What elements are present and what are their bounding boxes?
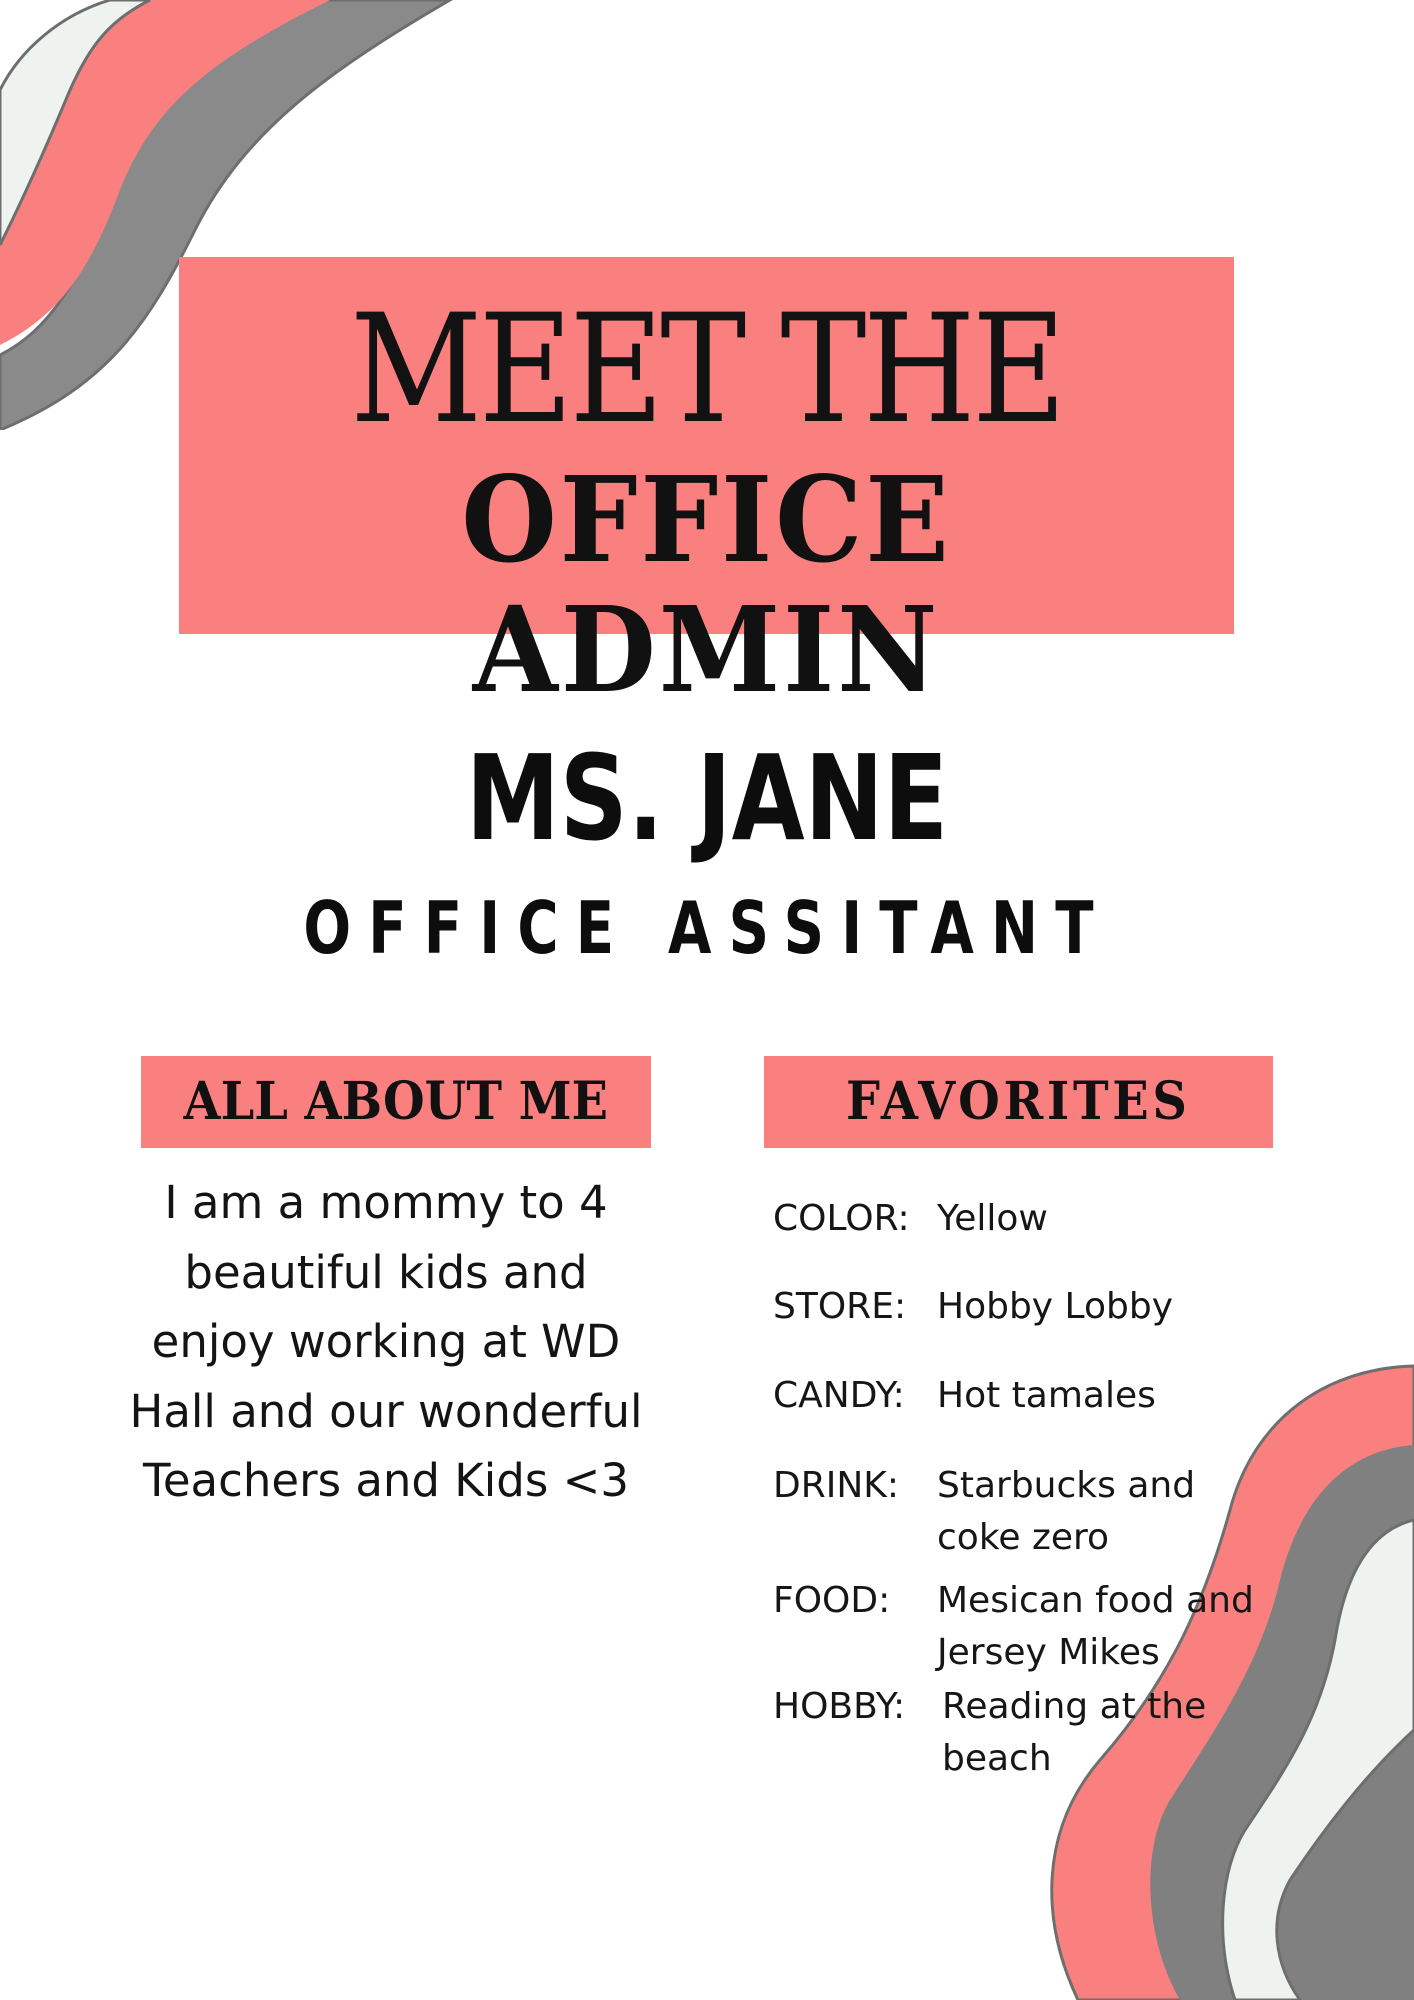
favorites-label-text: FAVORITES — [846, 1071, 1191, 1132]
about-me-text: I am a mommy to 4 beautiful kids and enjoy working at WD Hall and our wonderful Teachers and Kids <3 — [129, 1176, 643, 1507]
title-line-office-admin: OFFICE ADMIN — [461, 450, 952, 719]
person-name: MS. JANE — [465, 729, 949, 867]
favorite-value: Starbucks and coke zero — [937, 1465, 1196, 1558]
favorite-key: COLOR: — [773, 1198, 910, 1239]
title-line-meet-the: MEET THE — [350, 283, 1063, 457]
favorite-value: Hot tamales — [937, 1375, 1156, 1416]
favorite-value: Mesican food and Jersey Mikes — [937, 1580, 1254, 1673]
favorite-key: FOOD: — [773, 1580, 891, 1621]
favorite-value: Yellow — [937, 1198, 1048, 1239]
favorite-key: DRINK: — [773, 1465, 900, 1506]
favorite-key: CANDY: — [773, 1375, 905, 1416]
about-me-label-text: ALL ABOUT ME — [183, 1071, 609, 1132]
favorite-key: HOBBY: — [773, 1686, 906, 1727]
favorite-value: Hobby Lobby — [937, 1286, 1174, 1327]
about-me-label — [141, 1056, 651, 1148]
favorite-value: Reading at the beach — [942, 1686, 1207, 1779]
favorites-list — [773, 0, 1373, 2000]
person-role: OFFICE ASSITANT — [303, 886, 1111, 970]
favorite-key: STORE: — [773, 1286, 907, 1327]
